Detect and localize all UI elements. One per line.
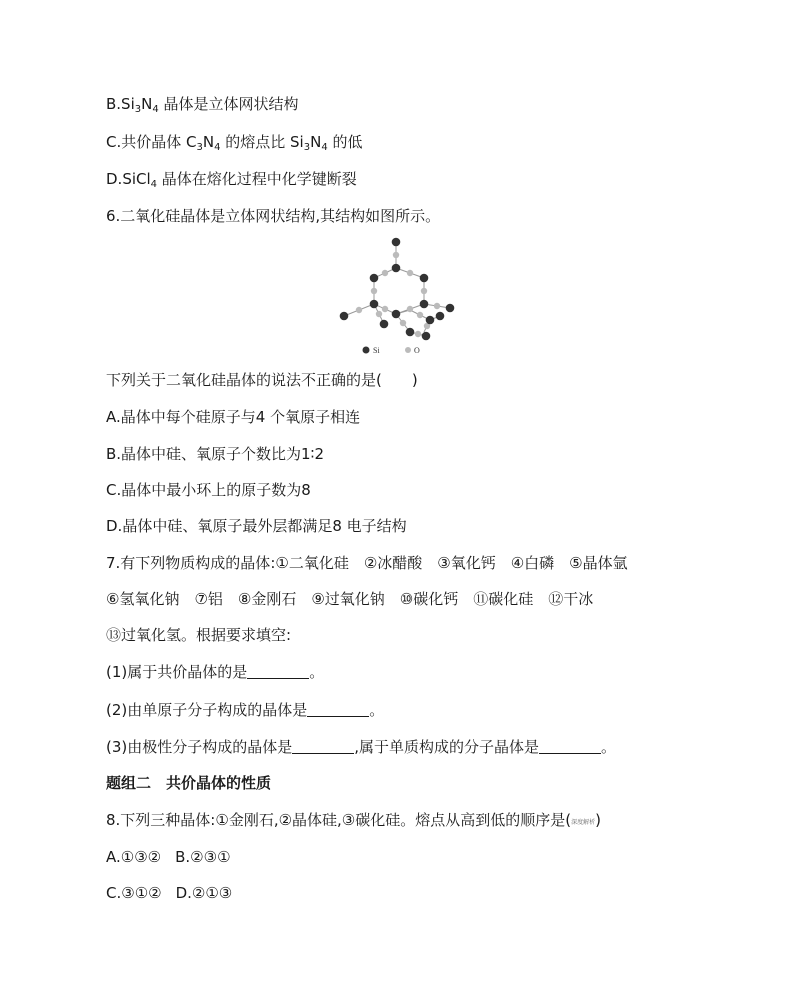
question-7-sub-2 (106, 700, 384, 720)
silicon-atom (370, 300, 379, 309)
silicon-atom (380, 320, 389, 329)
subscript: 4 (152, 104, 159, 115)
question-8-stem (106, 810, 601, 833)
oxygen-atom (382, 270, 388, 276)
answer-blank[interactable] (247, 664, 309, 679)
oxygen-atom (356, 307, 362, 313)
subscript: 3 (303, 142, 311, 153)
group-2-heading: 题组二 共价晶体的性质 (106, 774, 272, 792)
silicon-atom (370, 274, 379, 283)
text: C.共价晶体 C (106, 133, 197, 151)
subscript: 4 (321, 142, 328, 153)
question-6-option-a: A.晶体中每个硅原子与4 个氧原子相连 (106, 408, 361, 426)
question-7-line-1: 7.有下列物质构成的晶体:①二氧化硅 ②冰醋酸 ③氧化钙 ④白磷 ⑤晶体氩 (106, 554, 628, 572)
oxygen-atom (415, 331, 421, 337)
oxygen-atom (382, 306, 388, 312)
question-6-option-d: D.晶体中硅、氧原子最外层都满足8 电子结构 (106, 517, 407, 535)
silicon-atom (392, 264, 401, 273)
silicon-atom (420, 300, 429, 309)
option-b-si3n4 (106, 94, 299, 120)
question-8-option-a: A.①③② (106, 848, 162, 866)
oxygen-atom (407, 306, 413, 312)
sio2-structure-figure (330, 232, 465, 360)
oxygen-atom (421, 288, 427, 294)
question-7-line-3: ⑬过氧化氢。根据要求填空: (106, 626, 292, 644)
text: 。 (601, 738, 617, 756)
subscript: 4 (150, 179, 158, 190)
silicon-atom (406, 328, 415, 337)
answer-blank[interactable] (307, 702, 369, 717)
silicon-atom (436, 312, 445, 321)
oxygen-atom (400, 320, 406, 326)
question-8-option-c: C.③①② (106, 884, 162, 902)
text: (3)由极性分子构成的晶体是 (106, 738, 293, 756)
legend-si-swatch (363, 347, 370, 354)
question-8-option-d: D.②①③ (175, 884, 233, 902)
text: (1)属于共价晶体的是 (106, 663, 248, 681)
question-7-sub-1 (106, 662, 324, 682)
silicon-atom (426, 316, 435, 325)
silicon-atom (340, 312, 349, 321)
question-8-options-row-2 (106, 883, 232, 903)
question-6-title: 6.二氧化硅晶体是立体网状结构,其结构如图所示。 (106, 207, 441, 225)
deep-analysis-tag[interactable]: 深度解析 (571, 819, 596, 826)
silicon-atom (420, 274, 429, 283)
question-7-line-2: ⑥氢氧化钠 ⑦铝 ⑧金刚石 ⑨过氧化钠 ⑩碳化钙 ⑪碳化硅 ⑫干冰 (106, 590, 594, 608)
text: ) (595, 811, 601, 829)
question-7-sub-3 (106, 737, 616, 757)
silicon-atom (446, 304, 455, 313)
question-8-options-row-1 (106, 847, 231, 867)
answer-blank[interactable] (292, 739, 354, 754)
text: 的熔点比 Si (220, 133, 304, 151)
text: 8.下列三种晶体:①金刚石,②晶体硅,③碳化硅。熔点从高到低的顺序是( (106, 811, 572, 829)
silicon-atom (422, 332, 431, 341)
answer-blank[interactable] (539, 739, 601, 754)
subscript: 4 (214, 142, 221, 153)
oxygen-atom (407, 270, 413, 276)
subscript: 3 (196, 142, 203, 153)
text: N (141, 95, 153, 113)
text: B.Si (106, 95, 135, 113)
legend-si-label: Si (373, 346, 380, 355)
text: 。 (309, 663, 325, 681)
text: N (310, 133, 322, 151)
question-6-option-c: C.晶体中最小环上的原子数为8 (106, 481, 311, 499)
option-c-c3n4 (106, 132, 362, 158)
question-8-option-b: B.②③① (175, 848, 231, 866)
oxygen-atom (434, 303, 440, 309)
text: N (202, 133, 215, 151)
subscript: 3 (134, 104, 142, 115)
text: 。 (369, 701, 385, 719)
oxygen-atom (376, 311, 382, 317)
text: ,属于单质构成的分子晶体是 (354, 738, 540, 756)
oxygen-atom (417, 312, 423, 318)
question-6-option-b: B.晶体中硅、氧原子个数比为1∶2 (106, 445, 325, 463)
text: 晶体在熔化过程中化学键断裂 (157, 170, 357, 188)
oxygen-atom (393, 252, 399, 258)
text: 的低 (327, 133, 363, 151)
silicon-atom (392, 310, 401, 319)
legend (363, 346, 421, 355)
option-d-sicl4 (106, 169, 357, 195)
silicon-atom (392, 238, 401, 247)
legend-o-label: O (414, 346, 420, 355)
text: D.SiCl (106, 170, 151, 188)
legend-o-swatch (405, 347, 411, 353)
text: (2)由单原子分子构成的晶体是 (106, 701, 308, 719)
text: 晶体是立体网状结构 (158, 95, 299, 113)
oxygen-atom (371, 288, 377, 294)
question-6-stem: 下列关于二氧化硅晶体的说法不正确的是( ) (106, 371, 418, 389)
